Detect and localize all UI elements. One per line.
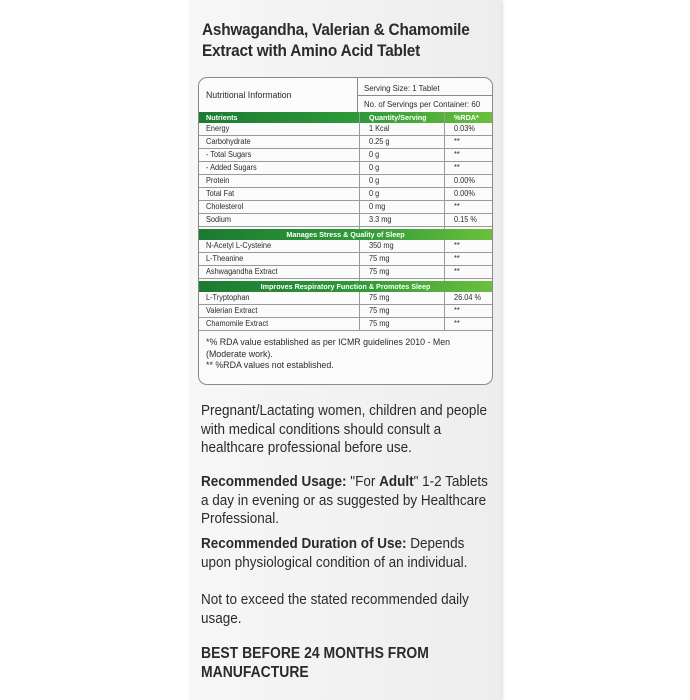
nutrient-rda: 26.04 %	[454, 293, 482, 302]
footnote-rda: *% RDA value established as per ICMR guidelines 2010 - Men (Moderate work).	[206, 337, 451, 360]
table-footnotes	[206, 337, 468, 372]
table-row	[199, 266, 492, 279]
header-rule	[358, 95, 492, 96]
best-before-line-2: MANUFACTURE	[201, 663, 309, 681]
column-nutrients: Nutrients	[206, 113, 238, 122]
nutrient-name: N-Acetyl L-Cysteine	[206, 241, 272, 250]
table-row	[199, 214, 492, 227]
nutrient-quantity: 75 mg	[369, 293, 390, 302]
table-row	[199, 240, 492, 253]
column-divider	[444, 112, 445, 229]
nutrient-rda: **	[454, 319, 460, 328]
column-divider	[444, 292, 445, 331]
nutrient-rda: **	[454, 163, 460, 172]
table-row	[199, 149, 492, 162]
usage-text	[201, 473, 493, 529]
product-title-line-1: Ashwagandha, Valerian & Chamomile	[202, 21, 470, 39]
section-header-stress-sleep	[199, 229, 492, 240]
best-before-line-1: BEST BEFORE 24 MONTHS FROM	[201, 645, 429, 662]
column-divider	[444, 240, 445, 281]
nutrient-rda: 0.15 %	[454, 215, 477, 224]
column-header-bar	[199, 112, 492, 123]
product-title	[202, 20, 472, 62]
nutrient-quantity: 75 mg	[369, 306, 390, 315]
table-row	[199, 188, 492, 201]
table-row	[199, 292, 492, 305]
nutrient-rda: **	[454, 202, 460, 211]
nutrient-quantity: 0 g	[369, 176, 380, 185]
footnote-not-established: ** %RDA values not established.	[206, 360, 334, 371]
nutrient-rda: **	[454, 150, 460, 159]
usage-rest: " 1-2 Tablets a day in evening or as suggested by Healthcare Professional.	[201, 473, 488, 527]
serving-size: Serving Size: 1 Tablet	[364, 83, 440, 93]
nutrient-quantity: 0.25 g	[369, 137, 390, 146]
table-row	[199, 305, 492, 318]
nutrient-quantity: 0 g	[369, 189, 380, 198]
nutrient-quantity: 0 g	[369, 150, 380, 159]
table-row	[199, 253, 492, 266]
servings-per-container: No. of Servings per Container: 60	[364, 99, 481, 109]
nutrient-rda: **	[454, 254, 460, 263]
table-row	[199, 201, 492, 214]
nutrient-quantity: 3.3 mg	[369, 215, 392, 224]
nutrient-quantity: 350 mg	[369, 241, 394, 250]
warning-text: Pregnant/Lactating women, children and people with medical conditions should consult a healthcare professional before use.	[201, 402, 487, 456]
nutrition-heading: Nutritional Information	[206, 90, 292, 101]
nutrient-name: - Added Sugars	[206, 163, 257, 172]
section-header-respiratory	[199, 281, 492, 292]
nutrient-quantity: 75 mg	[369, 254, 390, 263]
nutrient-rda: **	[454, 137, 460, 146]
usage-label: Recommended Usage:	[201, 473, 347, 490]
duration-text	[201, 535, 493, 572]
column-divider	[359, 240, 360, 281]
nutrient-name: Carbohydrate	[206, 137, 251, 146]
nutrition-table-header	[199, 78, 492, 112]
nutrient-rda: **	[454, 306, 460, 315]
column-quantity: Quantity/Serving	[369, 113, 427, 122]
section-title: Manages Stress & Quality of Sleep	[286, 230, 405, 239]
usage-limit-text: Not to exceed the stated recommended daily usage.	[201, 591, 469, 627]
nutrient-quantity: 0 mg	[369, 202, 386, 211]
nutrient-quantity: 75 mg	[369, 319, 390, 328]
usage-adult: Adult	[379, 473, 414, 490]
column-divider	[359, 292, 360, 331]
duration-value: Depends upon physiological condition of an individual.	[201, 535, 468, 571]
table-row	[199, 318, 492, 331]
product-title-line-2: Extract with Amino Acid Tablet	[202, 42, 421, 60]
nutrient-name: Valerian Extract	[206, 306, 258, 315]
nutrient-quantity: 1 Kcal	[369, 124, 390, 133]
nutrient-name: L-Theanine	[206, 254, 244, 263]
column-rda: %RDA*	[454, 113, 479, 122]
nutrient-rda: 0.00%	[454, 189, 475, 198]
nutrient-name: Cholesterol	[206, 202, 244, 211]
section-title: Improves Respiratory Function & Promotes Sleep	[260, 282, 431, 291]
nutrient-rda: **	[454, 241, 460, 250]
nutrient-name: Protein	[206, 176, 230, 185]
nutrient-rda: 0.00%	[454, 176, 475, 185]
nutrient-name: - Total Sugars	[206, 150, 252, 159]
table-row	[199, 123, 492, 136]
nutrient-quantity: 0 g	[369, 163, 380, 172]
duration-label: Recommended Duration of Use:	[201, 535, 407, 552]
nutrient-name: Chamomile Extract	[206, 319, 269, 328]
table-row	[199, 136, 492, 149]
table-row	[199, 162, 492, 175]
usage-open: "For	[350, 473, 380, 490]
nutrient-name: Energy	[206, 124, 230, 133]
nutrient-name: Sodium	[206, 215, 231, 224]
nutrient-name: L-Tryptophan	[206, 293, 250, 302]
nutrient-quantity: 75 mg	[369, 267, 390, 276]
nutrient-rda: 0.03%	[454, 124, 475, 133]
nutrition-table	[198, 77, 493, 385]
best-before	[201, 645, 493, 682]
nutrient-rda: **	[454, 267, 460, 276]
column-divider	[359, 112, 360, 229]
nutrient-name: Ashwagandha Extract	[206, 267, 278, 276]
nutrient-name: Total Fat	[206, 189, 235, 198]
table-row	[199, 175, 492, 188]
